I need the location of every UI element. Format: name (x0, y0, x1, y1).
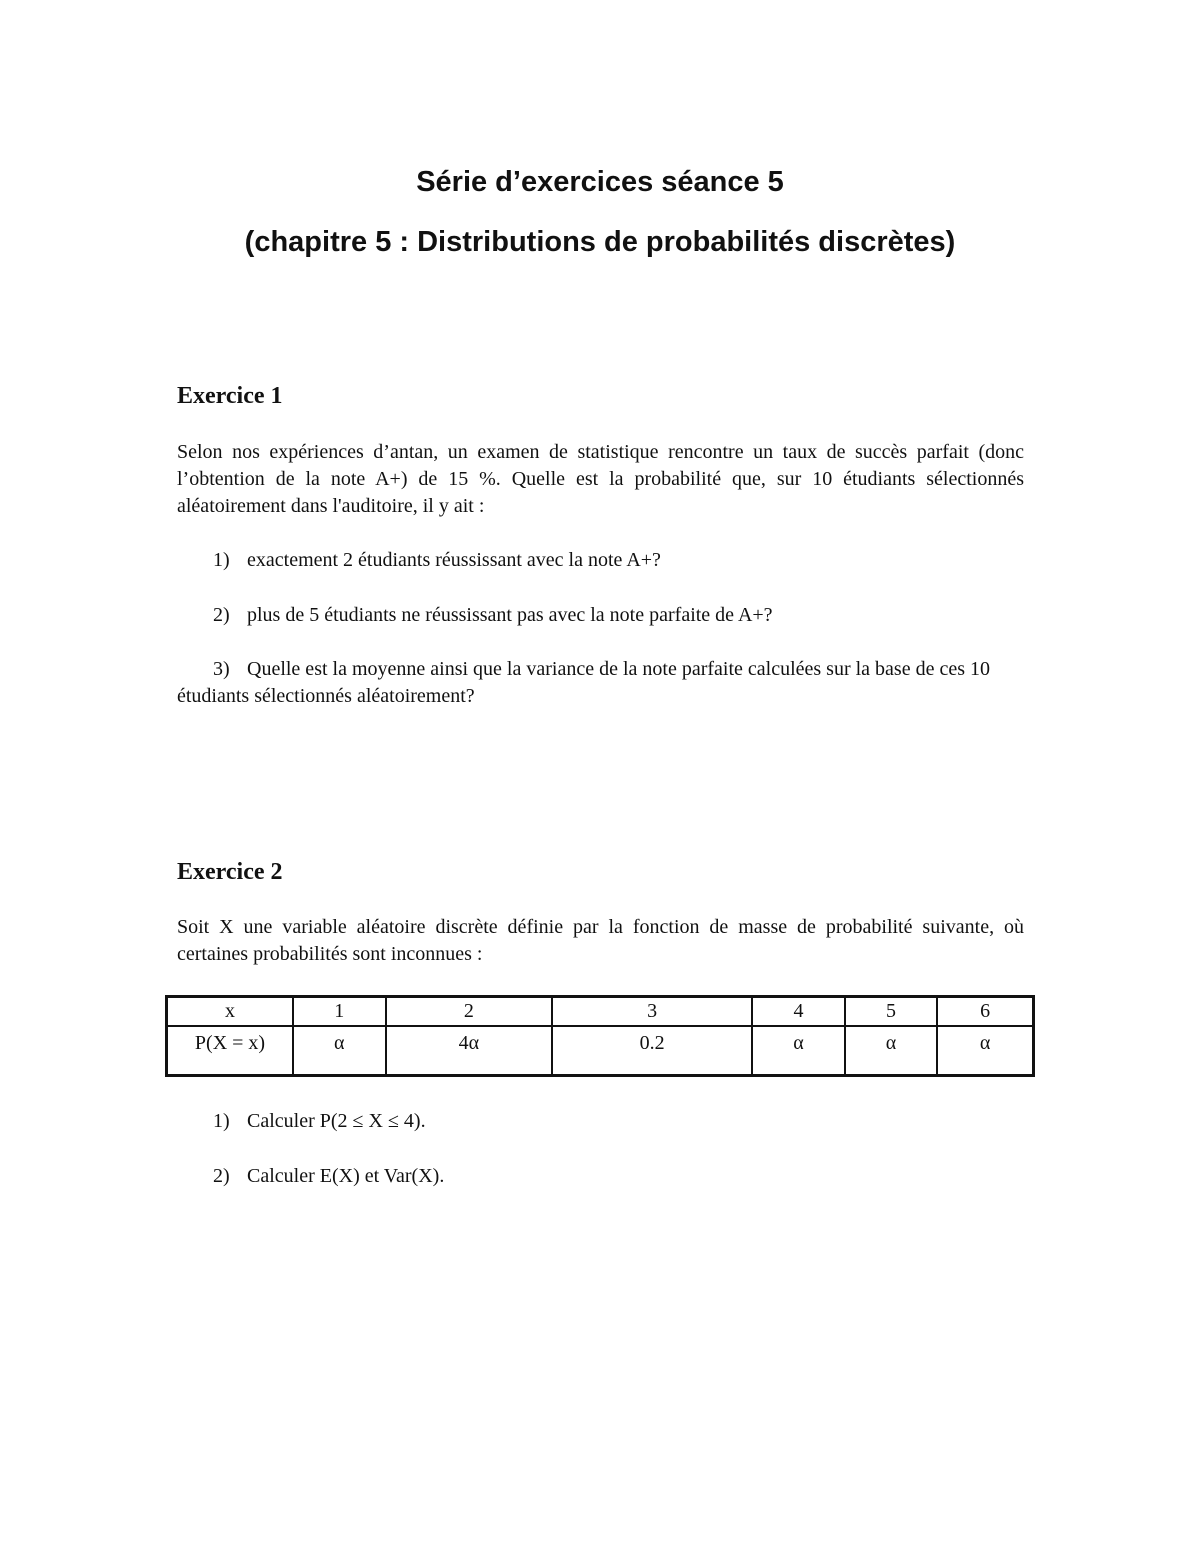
table-cell-p-label: P(X = x) (167, 1026, 294, 1076)
item-text: Calculer E(X) et Var(X). (247, 1165, 445, 1187)
exercise-2-heading: Exercice 2 (177, 859, 283, 885)
exercise-2-item-2 (213, 1163, 444, 1190)
item-number: 1) (213, 549, 230, 571)
document-subtitle: (chapitre 5 : Distributions de probabilités discrètes) (244, 226, 956, 258)
table-cell-p-2: 4α (386, 1026, 553, 1076)
item-text: Quelle est la moyenne ainsi que la variance de la note parfaite calculées sur la base de ces 10 étudiants sélectionnés aléatoirement? (177, 658, 990, 707)
item-text: Calculer P(2 ≤ X ≤ 4). (247, 1110, 426, 1132)
table-cell-x-5: 5 (845, 997, 938, 1027)
table-cell-x-1: 1 (293, 997, 386, 1027)
probability-mass-table (165, 995, 1035, 1077)
document-title: Série d’exercices séance 5 (416, 166, 784, 198)
table-cell-p-3: 0.2 (552, 1026, 752, 1076)
exercise-2-item-1 (213, 1108, 426, 1135)
item-text: exactement 2 étudiants réussissant avec la note A+? (247, 549, 661, 571)
table-row-x (167, 997, 1034, 1027)
table-cell-x-label: x (167, 997, 294, 1027)
exercise-1-item-2 (213, 602, 773, 629)
table-cell-p-4: α (752, 1026, 845, 1076)
exercise-2-intro: Soit X une variable aléatoire discrète définie par la fonction de masse de probabilité suivante, où certaines probabilités sont inconnues : (177, 916, 1024, 965)
exercise-1-intro: Selon nos expériences d’antan, un examen de statistique rencontre un taux de succès parfait (donc l’obtention de la note A+) de 15 %. Quelle est la probabilité que, sur 10 étudiants sélectionnés aléatoirement dans l'auditoire, il y ait : (177, 441, 1024, 517)
exercise-1-item-3 (177, 656, 1024, 710)
table-cell-p-5: α (845, 1026, 938, 1076)
exercise-1-item-1 (213, 547, 661, 574)
table-cell-x-4: 4 (752, 997, 845, 1027)
item-number: 2) (213, 604, 230, 626)
table-cell-x-6: 6 (937, 997, 1033, 1027)
table-cell-p-1: α (293, 1026, 386, 1076)
exercise-1-heading: Exercice 1 (177, 383, 283, 409)
item-text: plus de 5 étudiants ne réussissant pas avec la note parfaite de A+? (247, 604, 773, 626)
table-cell-p-6: α (937, 1026, 1033, 1076)
item-number: 1) (213, 1110, 230, 1132)
table-cell-x-2: 2 (386, 997, 553, 1027)
table-cell-x-3: 3 (552, 997, 752, 1027)
table-row-probability (167, 1026, 1034, 1076)
item-number: 2) (213, 1165, 230, 1187)
item-number: 3) (213, 658, 230, 680)
